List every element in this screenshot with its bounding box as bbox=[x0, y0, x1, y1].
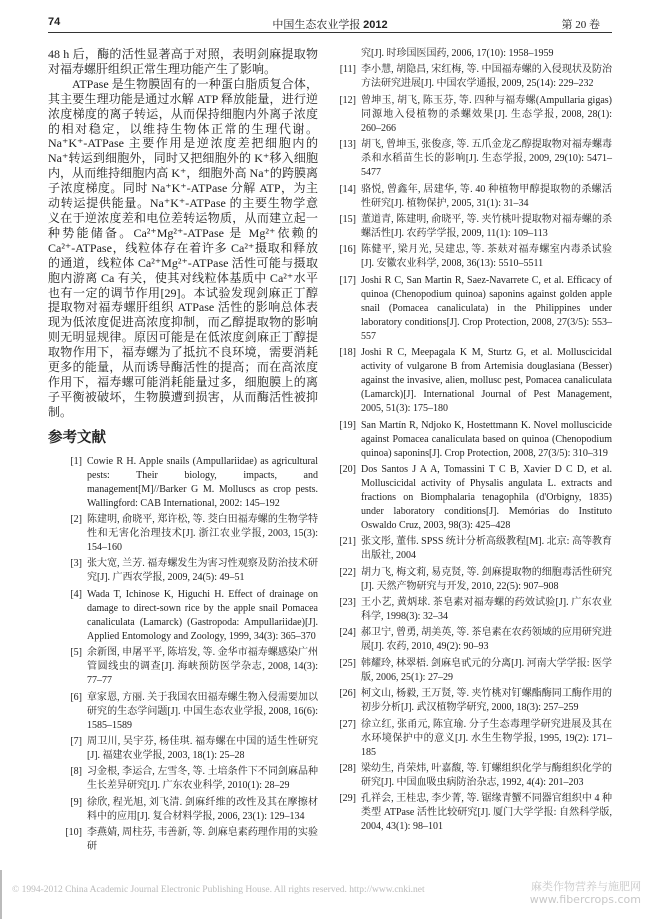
reference-text: 胡飞, 曾坤玉, 张俊彦, 等. 五爪金龙乙醇提取物对福寿螺毒杀和水稻苗生长的影响[J]. 生态学报, 2009, 29(10): 5471–5477 bbox=[361, 139, 612, 179]
reference-text: 王小艺, 黄炳球. 茶皂素对福寿螺的药效试验[J]. 广东农业科学, 1998(3): 32–34 bbox=[361, 597, 612, 623]
reference-number: [22] bbox=[339, 566, 356, 578]
reference-number: [6] bbox=[70, 691, 82, 703]
reference-number: [18] bbox=[339, 347, 356, 359]
reference-item bbox=[332, 566, 612, 594]
reference-text: 柯文山, 杨毅, 王万贤, 等. 夹竹桃对钉螺酯酶同工酶作用的初步分析[J]. 武汉植物学研究, 2000, 18(3): 257–259 bbox=[361, 688, 612, 714]
reference-number: [3] bbox=[70, 558, 82, 570]
reference-item bbox=[332, 463, 612, 533]
watermark bbox=[530, 880, 641, 906]
reference-item bbox=[58, 691, 318, 733]
reference-item bbox=[58, 455, 318, 511]
page-edge bbox=[0, 870, 2, 919]
reference-text: 李小慧, 胡隐昌, 宋红梅, 等. 中国福寿螺的入侵现状及防治方法研究进展[J]. 中国农学通报, 2009, 25(14): 229–232 bbox=[361, 64, 612, 90]
reference-number: [20] bbox=[339, 463, 356, 475]
reference-text: 孔祥会, 王桂忠, 李少菁, 等. 锯缘青蟹不同器官组织中 4 种类型 ATPase 活性比较研究[J]. 厦门大学学报: 自然科学版, 2004, 43(1): 98–101 bbox=[361, 793, 612, 833]
reference-item bbox=[332, 687, 612, 715]
reference-number: [19] bbox=[339, 419, 356, 431]
reference-item bbox=[332, 243, 612, 271]
reference-number: [10] bbox=[65, 827, 82, 839]
body-paragraph: ATPase 是生物膜固有的一种蛋白脂质复合体，其主要生理功能是通过水解 ATP 释放能量，进行逆浓度梯度的离子转运，从而保持细胞内外离子浓度的相对稳定，以维持生物体正常的生理代谢。Na⁺K⁺-ATPase 主要作用是逆浓度差把细胞内的 Na⁺转运到细胞外，同时又把细胞外的 K⁺移入细胞内，从而维持细胞内高 K⁺，细胞外高 Na⁺的跨膜离子浓度梯度。同时 Na⁺K⁺-ATPase 分解 ATP，为主动转运提供能量。Na⁺K⁺-ATPase 的主要生物学意义在于逆浓度差和电位差转运物质，从而建立起一种势能储备。Ca²⁺Mg²⁺-ATPase 是 Mg²⁺依赖的 Ca²⁺-ATPase，线粒体存在着许多 Ca²⁺摄取和释放的通道，线粒体 Ca²⁺Mg²⁺-ATPase 活性可能与摄取胞内游离 Ca 有关，使其对线粒体基质中 Ca²⁺水平也有一定的调节作用[29]。本试验发现剑麻正丁醇提取物对福寿螺肝组织 ATPase 活性的影响总体表现为低浓度促进高浓度抑制，而乙醇提取物的影响则无明显规律。原因可能是在低浓度剑麻正丁醇提取物作用下，福寿螺为了抵抗不良环境，需要消耗更多的能量，从而诱导酶活性的提高；而在高浓度作用下，福寿螺可能消耗能量过多，细胞膜上的离子平衡被破坏，生物膜遭到损害，从而酶活性被抑制。 bbox=[48, 76, 318, 419]
reference-text: 周卫川, 吴宇芬, 杨佳琪. 福寿螺在中国的适生性研究[J]. 福建农业学报, 2003, 18(1): 25–28 bbox=[87, 736, 318, 761]
reference-item bbox=[332, 274, 612, 344]
reference-number: [16] bbox=[339, 244, 356, 256]
reference-number: [24] bbox=[339, 627, 356, 639]
reference-item bbox=[58, 765, 318, 793]
journal-year: 2012 bbox=[363, 19, 388, 31]
reference-text: 骆悦, 曾鑫年, 居建华, 等. 40 种植物甲醇提取物的杀螺活性研究[J]. 植物保护, 2005, 31(1): 31–34 bbox=[361, 183, 612, 209]
reference-item bbox=[58, 557, 318, 585]
reference-number: [28] bbox=[339, 763, 356, 775]
reference-number: [12] bbox=[339, 94, 356, 106]
reference-number: [8] bbox=[70, 766, 82, 778]
reference-item bbox=[332, 657, 612, 685]
reference-item bbox=[332, 63, 612, 91]
reference-number: [15] bbox=[339, 213, 356, 225]
references-heading: 参考文献 bbox=[48, 429, 106, 446]
reference-item bbox=[58, 646, 318, 688]
page-footer bbox=[12, 880, 641, 914]
reference-text: 张大宽, 兰芳. 福寿螺发生为害习性观察及防治技术研究[J]. 广西农学报, 2009, 24(5): 49–51 bbox=[87, 558, 318, 584]
reference-number: [23] bbox=[339, 597, 356, 609]
reference-item bbox=[332, 596, 612, 624]
reference-text: 董道青, 陈建明, 俞晓平, 等. 夹竹桃叶提取物对福寿螺的杀螺活性[J]. 农药学学报, 2009, 11(1): 109–113 bbox=[361, 213, 612, 239]
reference-text: 余新图, 申屠平平, 陈培发, 等. 金华市福寿螺感染广州管圆线虫的调查[J]. 海峡预防医学杂志, 2008, 14(3): 77–77 bbox=[87, 647, 318, 687]
body-paragraph: 48 h 后，酶的活性显著高于对照，表明剑麻提取物对福寿螺肝组织正常生理功能产生了影响。 bbox=[48, 47, 318, 76]
reference-item bbox=[332, 792, 612, 834]
reference-number: [25] bbox=[339, 657, 356, 669]
left-column bbox=[48, 47, 318, 857]
reference-number: [29] bbox=[339, 793, 356, 805]
reference-text: 徐立红, 张甬元, 陈宜瑜. 分子生态毒理学研究进展及其在水环境保护中的意义[J]. 水生生物学报, 1995, 19(2): 171–185 bbox=[361, 718, 612, 758]
reference-number: [9] bbox=[70, 796, 82, 808]
reference-text: 韩耀玲, 林翠梧. 剑麻皂甙元的分离[J]. 河南大学学报: 医学版, 2006, 25(1): 27–29 bbox=[361, 657, 612, 683]
reference-item bbox=[332, 535, 612, 563]
reference-number: [14] bbox=[339, 183, 356, 195]
reference-number: [21] bbox=[339, 536, 356, 548]
watermark-url: www.fibercrops.com bbox=[529, 893, 641, 906]
reference-number: [11] bbox=[339, 64, 356, 76]
reference-text: 陈建明, 俞晓平, 郑许松, 等. 茭白田福寿螺的生物学特性和无害化治理技术[J]. 浙江农业学报, 2003, 15(3): 154–160 bbox=[87, 514, 318, 554]
reference-text: Wada T, Ichinose K, Higuchi H. Effect of drainage on damage to direct-sown rice by the apple snail Pomacea canaliculata (Lamarck) (Gastropoda: Ampullariidae)[J]. Applied Entomology and Zoology, 1999, 34(3): 365–370 bbox=[87, 588, 318, 642]
reference-number: [17] bbox=[339, 274, 356, 286]
reference-text: 张文彤, 董伟. SPSS 统计分析高级教程[M]. 北京: 高等教育出版社, 2004 bbox=[361, 536, 612, 562]
reference-number: [13] bbox=[339, 139, 356, 151]
right-column bbox=[332, 47, 612, 837]
reference-item bbox=[332, 346, 612, 416]
reference-text: Dos Santos J A A, Tomassini T C B, Xavier D C D, et al. Molluscicidal activity of Physalis angulata L. extracts and fractions on Biomphalaria tenagophila (d'Orbigny, 1835) under laboratory conditions[J]. Memórias do Instituto Oswaldo Cruz, 2003, 98(3): 425–428 bbox=[361, 463, 612, 531]
reference-number: [5] bbox=[70, 647, 82, 659]
journal-name: 中国生态农业学报 bbox=[272, 19, 361, 31]
reference-item bbox=[332, 419, 612, 461]
reference-item bbox=[332, 626, 612, 654]
reference-number: [4] bbox=[70, 588, 82, 600]
journal-title bbox=[48, 16, 612, 32]
volume-label: 第 20 卷 bbox=[561, 19, 600, 31]
reference-item bbox=[332, 213, 612, 241]
reference-text: Cowie R H. Apple snails (Ampullariidae) as agricultural pests: Their biology, impacts, and management[M]//Barker G M. Molluscs as crop pests. Wallingford: CAB International, 2002: 145–192 bbox=[87, 455, 318, 509]
reference-text: 徐欣, 程光旭, 刘飞清. 剑麻纤维的改性及其在摩擦材料中的应用[J]. 复合材料学报, 2006, 23(1): 129–134 bbox=[87, 796, 318, 822]
page-number: 74 bbox=[48, 16, 61, 28]
copyright-footer: © 1994-2012 China Academic Journal Electronic Publishing House. All rights reserved. http://www.cnki.net bbox=[12, 885, 425, 895]
reference-item bbox=[58, 826, 318, 854]
reference-item bbox=[58, 796, 318, 824]
reference-list-left bbox=[48, 455, 318, 855]
reference-item bbox=[58, 735, 318, 763]
watermark-title: 麻类作物营养与施肥网 bbox=[531, 880, 641, 893]
reference-text: 习金根, 李运合, 左雪冬, 等. 土培条件下不同剑麻品种生长差异研究[J]. 广东农业科学, 2010(1): 28–29 bbox=[87, 766, 318, 792]
reference-item bbox=[332, 138, 612, 180]
reference-number: [27] bbox=[339, 718, 356, 730]
body-text bbox=[48, 47, 318, 420]
reference-text: 曾坤玉, 胡飞, 陈玉芬, 等. 四种与福寿螺(Ampullaria gigas)同源地入侵植物的杀螺效果[J]. 生态学报, 2008, 28(1): 260–266 bbox=[361, 94, 612, 134]
running-header bbox=[48, 14, 612, 33]
reference-text: Joshi R C, Meepagala K M, Sturtz G, et al. Molluscicidal activity of vulgarone B from Artemisia douglasiana (Besser) against the invasive, alien, mollusc pest, Pomacea canaliculata (Lamarck)[J]. International Journal of Pest Management, 2005, 51(3): 175–180 bbox=[361, 347, 612, 415]
reference-number: [1] bbox=[70, 455, 82, 467]
reference-number: [26] bbox=[339, 688, 356, 700]
reference-text: 章家恩, 方丽. 关于我国农田福寿螺生物入侵需要加以研究的生态学问题[J]. 中国生态农业学报, 2008, 16(6): 1585–1589 bbox=[87, 691, 318, 731]
reference-list-right bbox=[332, 63, 612, 834]
reference-text: 陈健平, 梁月光, 吴建忠, 等. 茶麸对福寿螺室内毒杀试验[J]. 安徽农业科学, 2008, 36(13): 5510–5511 bbox=[361, 244, 612, 270]
reference-item bbox=[332, 94, 612, 136]
reference-item bbox=[58, 513, 318, 555]
reference-text: 梁幼生, 肖荣炜, 叶嘉馥, 等. 钉螺组织化学与酶组织化学的研究[J]. 中国血吸虫病防治杂志, 1992, 4(4): 201–203 bbox=[361, 763, 612, 789]
reference-continuation: 究[J]. 时珍国医国药, 2006, 17(10): 1958–1959 bbox=[361, 48, 554, 59]
reference-text: 郝卫宁, 曾勇, 胡美英, 等. 茶皂素在农药领域的应用研究进展[J]. 农药, 2010, 49(2): 90–93 bbox=[361, 627, 612, 653]
reference-item bbox=[58, 588, 318, 644]
reference-text: 胡力飞, 梅文莉, 易克贤, 等. 剑麻提取物的细胞毒活性研究[J]. 天然产物研究与开发, 2010, 22(5): 907–908 bbox=[361, 566, 612, 592]
reference-text: San Martín R, Ndjoko K, Hostettmann K. Novel molluscicide against Pomacea canaliculata based on quinoa (Chenopodium quinoa) saponins[J]. Crop Protection, 2008, 27(3/5): 310–319 bbox=[361, 419, 612, 459]
reference-number: [7] bbox=[70, 736, 82, 747]
reference-item bbox=[332, 183, 612, 211]
reference-text: Joshi R C, San Martin R, Saez-Navarrete C, et al. Efficacy of quinoa (Chenopodium quinoa) saponins against golden apple snail (Pomacea canaliculata) in the Philippines under laboratory conditions[J]. Crop Protection, 2008, 27(3/5): 553–557 bbox=[361, 274, 612, 342]
reference-item bbox=[332, 718, 612, 760]
reference-item bbox=[332, 762, 612, 790]
reference-text: 李燕婧, 周柱芬, 韦善新, 等. 剑麻皂素药理作用的实验研 bbox=[87, 827, 318, 853]
reference-number: [2] bbox=[70, 514, 82, 526]
